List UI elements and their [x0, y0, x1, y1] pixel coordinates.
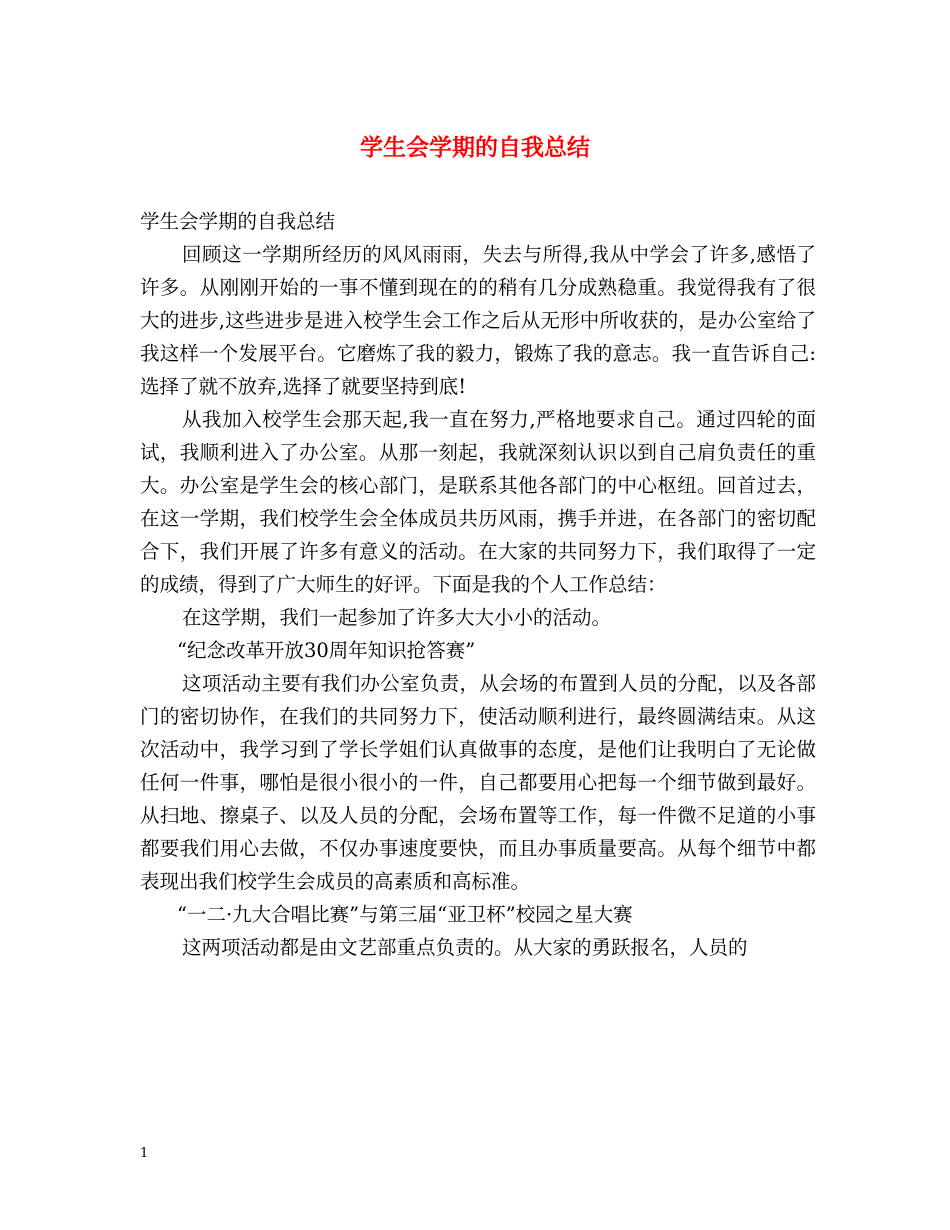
document-body [140, 205, 816, 964]
paragraph-quiz-contest: 这项活动主要有我们办公室负责，从会场的布置到人员的分配，以及各部门的密切协作，在我们的共同努力下，使活动顺利进行，最终圆满结束。从这次活动中，我学习到了学长学姐们认真做事的态度，是他们让我明白了无论做任何一件事，哪怕是很小很小的一件，自己都要用心把每一个细节做到最好。从扫地、擦桌子、以及人员的分配，会场布置等工作，每一件微不足道的小事都要我们用心去做，不仅办事速度要快，而且办事质量要高。从每个细节中都表现出我们校学生会成员的高素质和高标准。 [140, 672, 816, 893]
paragraph-choir-contest: 这两项活动都是由文艺部重点负责的。从大家的勇跃报名，人员的 [182, 936, 748, 959]
paragraph-review: 回顾这一学期所经历的风风雨雨，失去与所得,我从中学会了许多,感悟了许多。从刚刚开始的一事不懂到现在的的稍有几分成熟稳重。我觉得我有了很大的进步,这些进步是进入校学生会工作之后从无形中所收获的，是办公室给了我这样一个发展平台。它磨炼了我的毅力，锻炼了我的意志。我一直告诉自己:选择了就不放弃,选择了就要坚持到底! [140, 243, 816, 398]
document-title: 学生会学期的自我总结 [360, 134, 590, 161]
paragraph-joining: 从我加入校学生会那天起,我一直在努力,严格地要求自己。通过四轮的面试，我顺利进入了办公室。从那一刻起，我就深刻认识以到自己肩负责任的重大。办公室是学生会的核心部门，是联系其他各部门的中心枢纽。回首过去，在这一学期，我们校学生会全体成员共历风雨，携手并进，在各部门的密切配合下，我们开展了许多有意义的活动。在大家的共同努力下，我们取得了一定的成绩，得到了广大师生的好评。下面是我的个人工作总结： [140, 408, 816, 596]
document-subtitle: 学生会学期的自我总结 [140, 210, 336, 233]
heading-choir-contest: “一二·九大合唱比赛”与第三届“亚卫杯”校园之星大赛 [177, 903, 633, 926]
heading-quiz-contest: “纪念改革开放30周年知识抢答赛” [177, 639, 476, 662]
page-number: 1 [140, 1146, 149, 1161]
paragraph-activities: 在这学期，我们一起参加了许多大大小小的活动。 [182, 606, 612, 629]
